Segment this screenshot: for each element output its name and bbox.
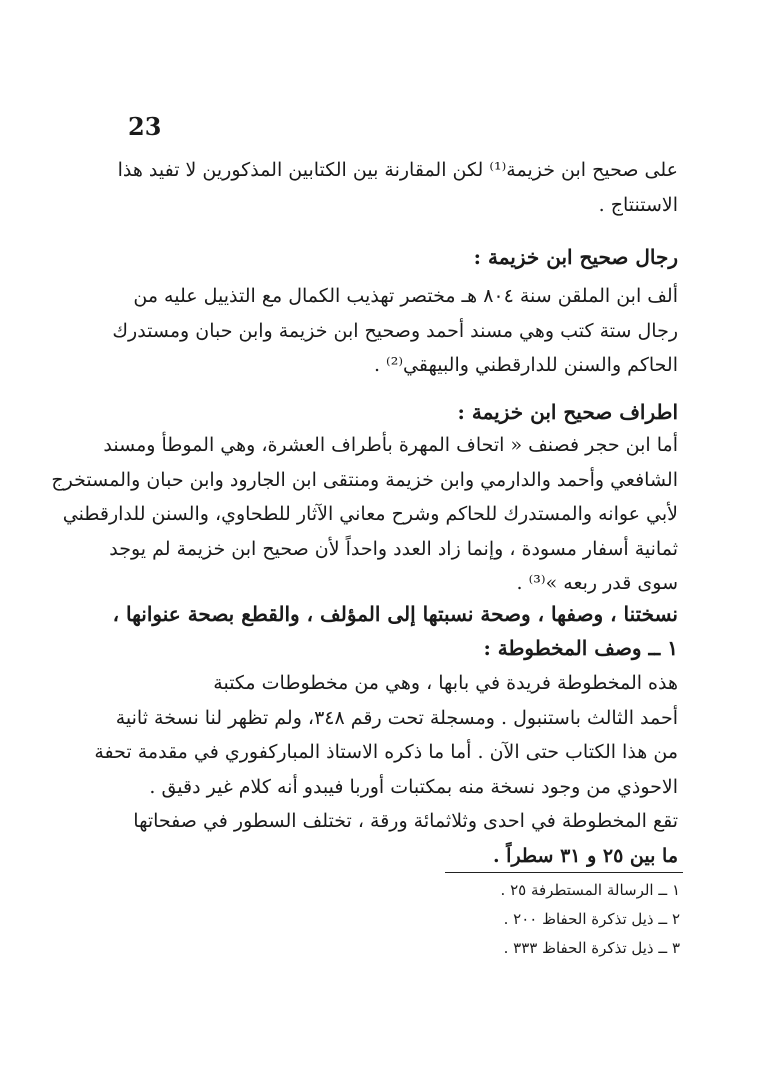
text-line: هذه المخطوطة فريدة في بابها ، وهي من مخطوطات مكتبة bbox=[213, 672, 678, 694]
heading-text: نسختنا ، وصفها ، وصحة نسبتها إلى المؤلف ، والقطع بصحة عنوانها ، bbox=[112, 602, 678, 626]
text-line: على صحيح ابن خزيمة⁽¹⁾ لكن المقارنة بين الكتابين المذكورين لا تفيد هذا bbox=[117, 159, 678, 181]
text-line: من هذا الكتاب حتى الآن . أما ما ذكره الاستاذ المباركفوري في مقدمة تحفة bbox=[94, 741, 678, 763]
footnote-item: ١ ــ الرسالة المستطرفة ٢٥ . bbox=[500, 881, 680, 899]
intro-paragraph bbox=[118, 153, 678, 222]
heading-text: رجال صحيح ابن خزيمة : bbox=[473, 245, 678, 269]
text-line: لأبي عوانه والمستدرك للحاكم وشرح معاني الآثار للطحاوي، والسنن للدارقطني bbox=[62, 503, 678, 525]
text-line: سوى قدر ربعه »⁽³⁾ . bbox=[516, 572, 678, 594]
text-line: ألف ابن الملقن سنة ٨٠٤ هـ مختصر تهذيب الكمال مع التذييل عليه من bbox=[133, 285, 678, 307]
footnote-divider bbox=[445, 872, 683, 873]
footnote-item: ٢ ــ ذيل تذكرة الحفاظ ٢٠٠ . bbox=[503, 910, 680, 928]
section-heading-atraf bbox=[118, 395, 678, 429]
page-number: 23 bbox=[128, 112, 162, 141]
rijal-paragraph bbox=[112, 279, 678, 383]
heading-text: اطراف صحيح ابن خزيمة : bbox=[457, 400, 678, 424]
text-line: الاستنتاج . bbox=[598, 193, 678, 216]
text-line: ما بين ٢٥ و ٣١ سطراً . bbox=[492, 844, 678, 867]
footnote-item: ٣ ــ ذيل تذكرة الحفاظ ٣٣٣ . bbox=[503, 939, 680, 957]
text-line: الحاكم والسنن للدارقطني والبيهقي⁽²⁾ . bbox=[373, 354, 678, 376]
text-line: أما ابن حجر فصنف « اتحاف المهرة بأطراف العشرة، وهي الموطأ ومسند bbox=[103, 434, 678, 456]
footnotes bbox=[380, 876, 680, 963]
text-line: الاحوذي من وجود نسخة منه بمكتبات أوربا فيبدو أنه كلام غير دقيق . bbox=[149, 775, 678, 798]
nuskha-paragraph bbox=[94, 666, 678, 873]
text-line: أحمد الثالث باستنبول . ومسجلة تحت رقم ٣٤٨، ولم تظهر لنا نسخة ثانية bbox=[115, 706, 678, 729]
text-line: الشافعي وأحمد والدارمي وابن خزيمة ومنتقى ابن الجارود وابن حبان والمستخرج bbox=[51, 468, 678, 491]
text-line: رجال ستة كتب وهي مسند أحمد وصحيح ابن خزيمة وابن حبان ومستدرك bbox=[112, 319, 678, 342]
text-line: ثمانية أسفار مسودة ، وإنما زاد العدد واحداً لأن صحيح ابن خزيمة لم يوجد bbox=[109, 537, 678, 560]
section-heading-rijal bbox=[118, 240, 678, 274]
text-line: تقع المخطوطة في احدى وثلاثمائة ورقة ، تختلف السطور في صفحاتها bbox=[133, 810, 678, 832]
section-heading-nuskha bbox=[112, 597, 678, 665]
atraf-paragraph bbox=[51, 428, 678, 601]
subheading-text: ١ ــ وصف المخطوطة : bbox=[483, 636, 678, 660]
